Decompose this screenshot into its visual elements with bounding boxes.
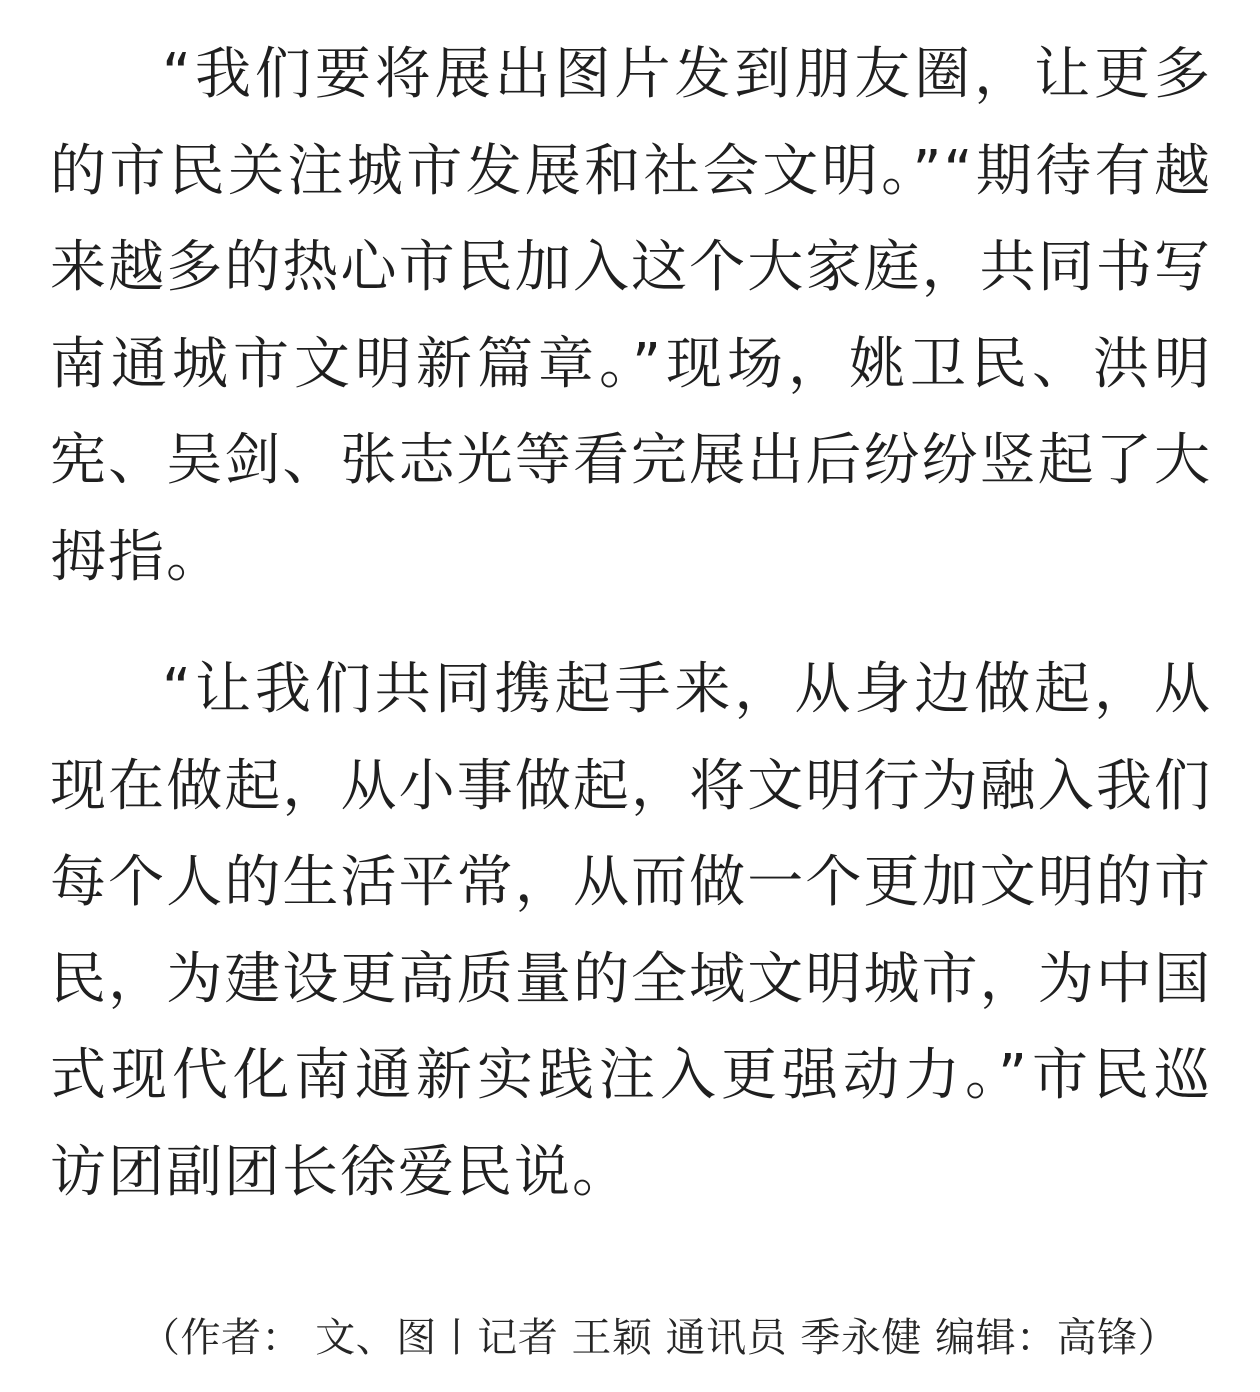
article-paragraph: “让我们共同携起手来，从身边做起，从现在做起，从小事做起，将文明行为融入我们每个人的生活平常，从而做一个更加文明的市民，为建设更高质量的全域文明城市，为中国式现代化南通新实践注入更强动力。”市民巡访团副团长徐爱民说。	[50, 657, 1212, 1205]
author-credit: （作者： 文、图丨记者 王颖 通讯员 季永健 编辑：高锋）	[140, 1315, 1179, 1361]
article-paragraph: “我们要将展出图片发到朋友圈，让更多的市民关注城市发展和社会文明。”“期待有越来越多的热心市民加入这个大家庭，共同书写南通城市文明新篇章。”现场，姚卫民、洪明宪、吴剑、张志光等看完展出后纷纷竖起了大拇指。	[50, 42, 1212, 590]
article-body	[50, 27, 1212, 1221]
